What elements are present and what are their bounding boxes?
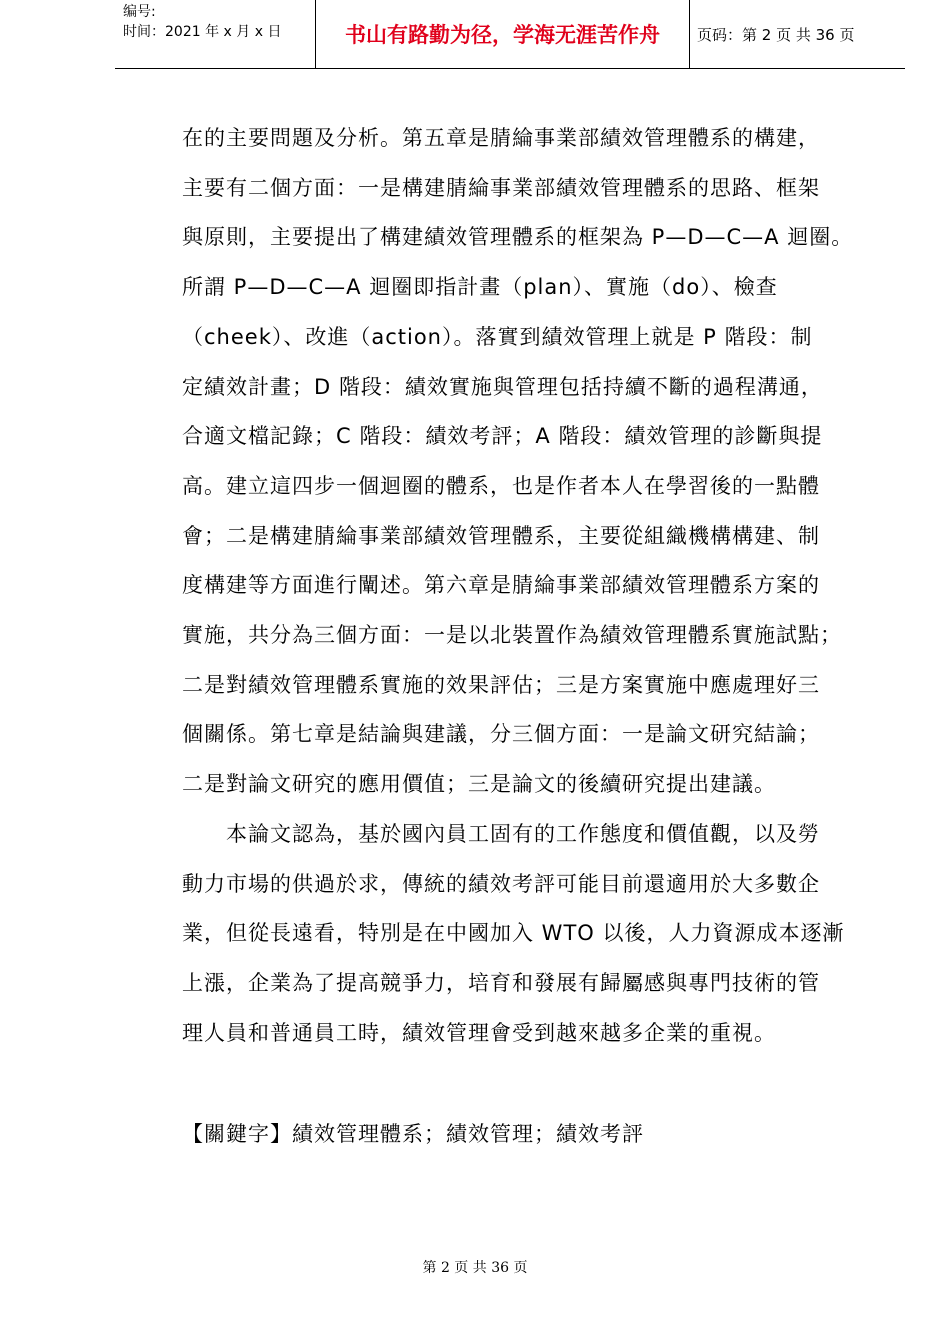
keywords-line: 【關鍵字】績效管理體系；績效管理；績效考評 [182,1122,644,1146]
body-line: 本論文認為，基於國內員工固有的工作態度和價值觀，以及勞 [182,821,820,846]
body-line: 實施，共分為三個方面：一是以北裝置作為績效管理體系實施試點； [182,623,842,648]
body-line: 會；二是構建腈綸事業部績效管理體系，主要從組織機構構建、制 [182,523,820,548]
body-line: （cheek）、改進（action）。落實到績效管理上就是 P 階段：制 [182,324,813,349]
page-footer: 第 2 页 共 36 页 [422,1260,528,1276]
body-line: 在的主要問題及分析。第五章是腈綸事業部績效管理體系的構建， [182,126,820,150]
body-text [182,114,872,1058]
document-date: 时间：2021 年 x 月 x 日 [123,24,282,40]
motto-text: 书山有路勤为径，学海无涯苦作舟 [345,23,660,47]
header-page-cell [689,0,905,68]
body-line: 上漲，企業為了提高競爭力，培育和發展有歸屬感與專門技術的管 [182,970,820,995]
body-line: 所謂 P—D—C—A 迴圈即指計畫（plan）、實施（do）、檢查 [182,275,778,300]
header-page-number: 页码：第 2 页 共 36 页 [697,26,855,44]
body-line: 業，但從長遠看，特別是在中國加入 WTO 以後，人力資源成本逐漸 [182,921,845,946]
header-motto-cell [315,0,690,68]
body-line: 主要有二個方面：一是構建腈綸事業部績效管理體系的思路、框架 [182,175,820,200]
body-line: 度構建等方面進行闡述。第六章是腈綸事業部績效管理體系方案的 [182,573,820,598]
body-line: 二是對論文研究的應用價值；三是論文的後續研究提出建議。 [182,772,776,797]
body-line: 合適文檔記錄；C 階段：績效考評；A 階段：績效管理的診斷與提 [182,424,823,449]
body-line: 二是對績效管理體系實施的效果評估；三是方案實施中應處理好三 [182,672,820,697]
body-line: 個關係。第七章是結論與建議，分三個方面：一是論文研究結論； [182,722,820,747]
header-meta-cell [115,0,315,68]
document-number-label: 编号: [123,4,156,20]
body-line: 與原則，主要提出了構建績效管理體系的框架為 P—D—C—A 迴圈。 [182,225,854,250]
body-line: 理人員和普通員工時，績效管理會受到越來越多企業的重視。 [182,1020,776,1045]
body-line: 高。建立這四步一個迴圈的體系，也是作者本人在學習後的一點體 [182,473,820,498]
page-header [115,0,905,69]
body-line: 定績效計畫；D 階段：績效實施與管理包括持續不斷的過程溝通， [182,374,823,399]
body-line: 動力市場的供過於求，傳統的績效考評可能目前還適用於大多數企 [182,871,820,896]
